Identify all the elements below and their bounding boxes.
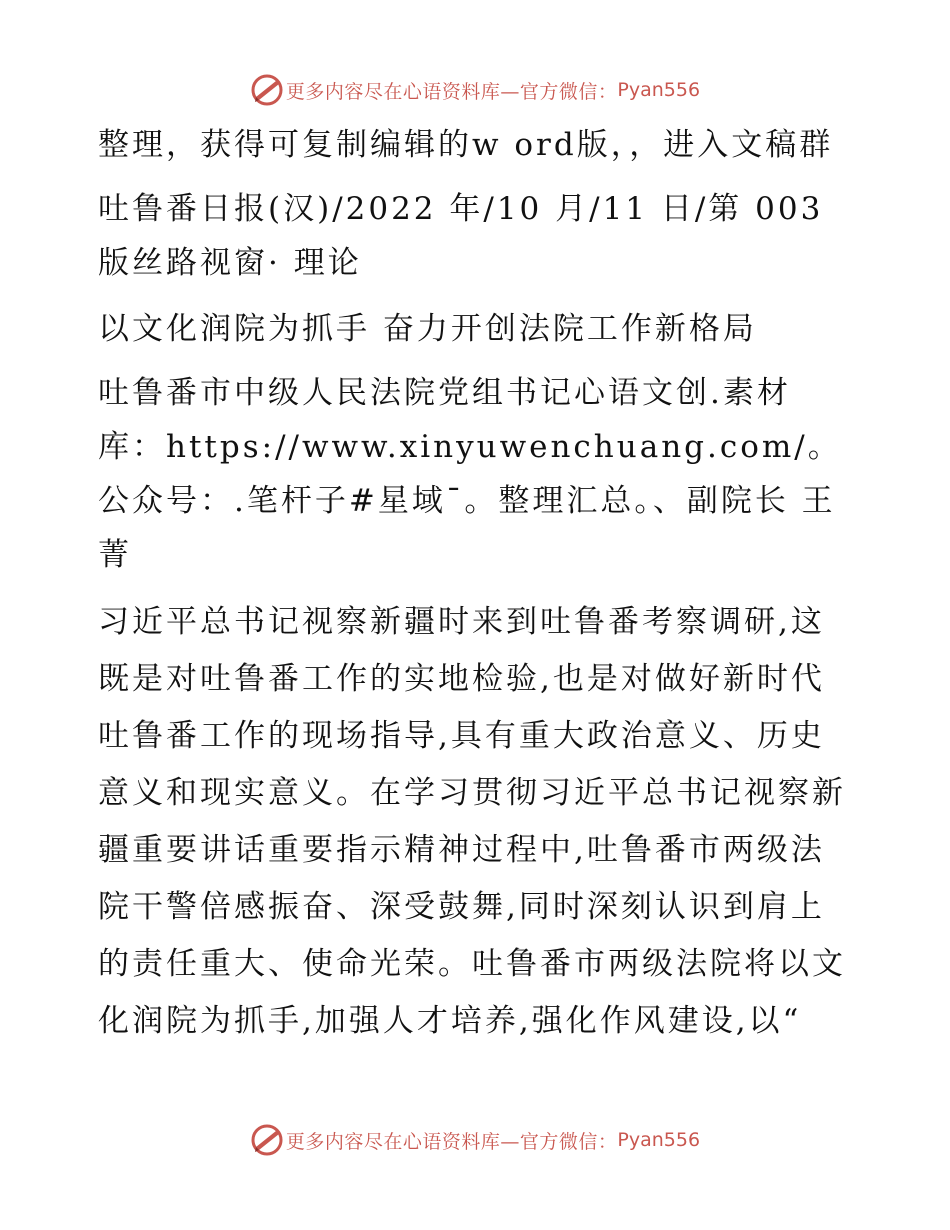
header-watermark — [0, 70, 950, 110]
article-title: 以文化润院为抓手 奋力开创法院工作新格局 — [98, 311, 757, 347]
source-line: 吐鲁番日报(汉)/2022 年/10 月/11 日/第 003 版丝路视窗· 理论 — [98, 191, 824, 281]
watermark-text: 更多内容尽在心语资料库—官方微信： — [285, 80, 618, 103]
watermark-text: 更多内容尽在心语资料库—官方微信： — [285, 1130, 618, 1153]
watermark-wechat-id: Pyan556 — [617, 1129, 701, 1151]
document-body — [98, 118, 858, 1050]
watermark-wechat-id: Pyan556 — [617, 79, 701, 101]
body-paragraph: 习近平总书记视察新疆时来到吐鲁番考察调研,这既是对吐鲁番工作的实地检验,也是对做好新时代吐鲁番工作的现场指导,具有重大政治意义、历史意义和现实意义。在学习贯彻习近平总书记视察新疆重要讲话重要指示精神过程中,吐鲁番市两级法院干警倍感振奋、深受鼓舞,同时深刻认识到肩上的责任重大、使命光荣。吐鲁番市两级法院将以文化润院为抓手,加强人才培养,强化作风建设,以“ — [98, 604, 846, 1039]
footer-watermark — [0, 1120, 950, 1160]
author-line: 吐鲁番市中级人民法院党组书记心语文创.素材库：https://www.xinyuwenchuang.com/。公众号：.笔杆子#星域¯。整理汇总。、副院长 王菁 — [98, 375, 842, 573]
pen-logo-icon — [250, 1123, 284, 1157]
intro-paragraph: 整理，获得可复制编辑的w ord版，，进入文稿群 — [98, 127, 834, 163]
pen-logo-icon — [250, 73, 284, 107]
